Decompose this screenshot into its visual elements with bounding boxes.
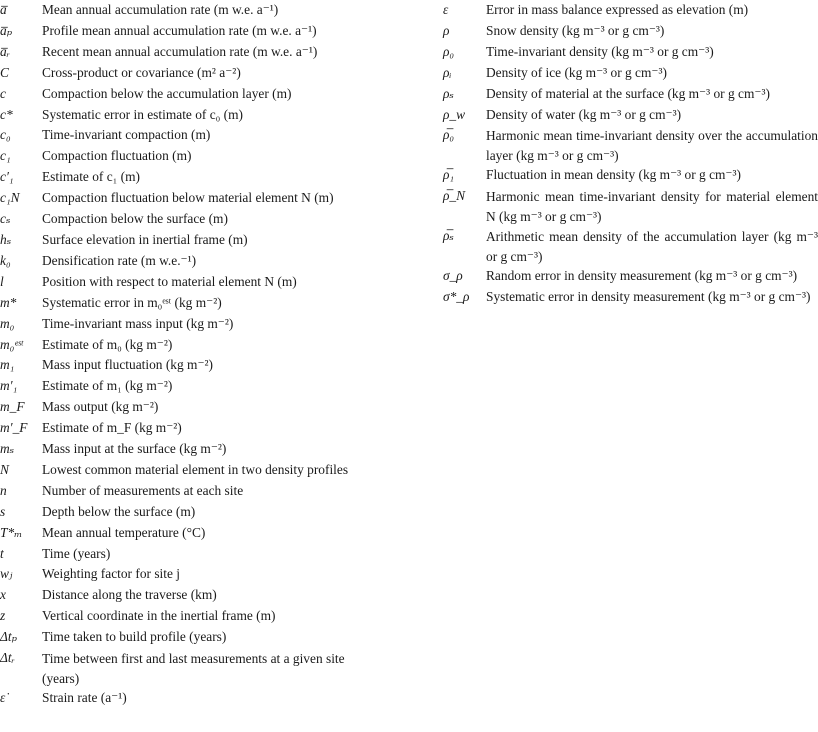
- notation-entry: [0, 105, 380, 126]
- notation-entry: [0, 84, 380, 105]
- notation-definition: Lowest common material element in two density profiles: [42, 461, 349, 477]
- notation-symbol: c₁N: [0, 190, 20, 206]
- notation-definition: Position with respect to material element N (m): [42, 273, 297, 289]
- notation-entry: [0, 648, 380, 688]
- notation-definition: Depth below the surface (m): [42, 503, 196, 519]
- notation-entry: [443, 186, 818, 226]
- notation-symbol: wⱼ: [0, 566, 13, 582]
- notation-entry: [0, 523, 380, 544]
- notation-entry: [0, 230, 380, 251]
- notation-symbol: Δtₚ: [0, 629, 17, 645]
- notation-symbol: cₛ: [0, 211, 11, 227]
- notation-entry: [443, 105, 818, 126]
- notation-symbol: ρᵢ: [443, 64, 452, 80]
- notation-definition: Vertical coordinate in the inertial frame (m): [42, 608, 276, 624]
- notation-entry: [0, 481, 380, 502]
- notation-definition: Systematic error in estimate of c₀ (m): [42, 106, 243, 122]
- notation-definition: Estimate of m_F (kg m⁻²): [42, 420, 182, 436]
- notation-definition: Arithmetic mean density of the accumulation layer (kg m⁻³ or g cm⁻³): [486, 229, 818, 264]
- notation-definition: Snow density (kg m⁻³ or g cm⁻³): [486, 22, 665, 38]
- notation-symbol: mₛ: [0, 441, 15, 457]
- notation-definition: Mass input at the surface (kg m⁻²): [42, 441, 227, 457]
- notation-symbol: m₀ᵉˢᵗ: [0, 336, 23, 352]
- notation-entry: [0, 21, 380, 42]
- notation-symbol: c*: [0, 106, 13, 122]
- notation-symbol: c₀: [0, 127, 11, 143]
- notation-entry: [0, 418, 380, 439]
- notation-definition: Mean annual accumulation rate (m w.e. a⁻¹): [42, 2, 279, 17]
- notation-entry: [443, 287, 818, 308]
- notation-entry: [0, 544, 380, 565]
- notation-entry: [0, 439, 380, 460]
- notation-symbol: m₀: [0, 315, 15, 331]
- notation-symbol: m_F: [0, 399, 25, 415]
- notation-definition: Mean annual temperature (°C): [42, 524, 206, 540]
- notation-definition: Recent mean annual accumulation rate (m w.e. a⁻¹): [42, 43, 318, 59]
- notation-symbol: m₁: [0, 357, 15, 373]
- notation-definition: Profile mean annual accumulation rate (m w.e. a⁻¹): [42, 22, 317, 38]
- notation-definition: Strain rate (a⁻¹): [42, 690, 127, 706]
- notation-symbol: m′₁: [0, 378, 18, 394]
- notation-symbol: σ_ρ: [443, 268, 463, 284]
- notation-definition: Error in mass balance expressed as elevation (m): [486, 2, 749, 17]
- notation-symbol: ρ₀: [443, 43, 455, 59]
- notation-entry: [443, 266, 818, 287]
- notation-definition: Time-invariant mass input (kg m⁻²): [42, 315, 234, 331]
- notation-entry: [0, 314, 380, 335]
- notation-entry: [443, 42, 818, 63]
- notation-symbol: σ*_ρ: [443, 289, 470, 305]
- notation-definition: Mass output (kg m⁻²): [42, 399, 159, 415]
- notation-entry: [443, 226, 818, 266]
- notation-definition: Time-invariant compaction (m): [42, 127, 211, 143]
- notation-entry: [0, 606, 380, 627]
- notation-symbol: C: [0, 64, 9, 80]
- notation-symbol: a̅: [0, 2, 7, 17]
- notation-entry: [0, 564, 380, 585]
- notation-entry: [0, 146, 380, 167]
- notation-entry: [0, 460, 380, 481]
- notation-definition: Densification rate (m w.e.⁻¹): [42, 252, 197, 268]
- notation-entry: [0, 63, 380, 84]
- notation-definition: Distance along the traverse (km): [42, 587, 217, 603]
- notation-definition: Time between first and last measurements at a given site (years): [42, 651, 345, 686]
- notation-definition: Density of ice (kg m⁻³ or g cm⁻³): [486, 64, 667, 80]
- notation-definition: Surface elevation in inertial frame (m): [42, 231, 248, 247]
- notation-symbol: c′₁: [0, 169, 14, 185]
- notation-definition: Harmonic mean time-invariant density over the accumulation layer (kg m⁻³ or g cm⁻³): [486, 128, 818, 163]
- notation-definition: Mass input fluctuation (kg m⁻²): [42, 357, 214, 373]
- notation-symbol: N: [0, 461, 9, 477]
- notation-symbol: m′_F: [0, 420, 28, 436]
- notation-symbol: s: [0, 503, 6, 519]
- notation-definition: Harmonic mean time-invariant density for material element N (kg m⁻³ or g cm⁻³): [486, 189, 818, 224]
- notation-entry: [0, 42, 380, 63]
- notation-definition: Estimate of m₀ (kg m⁻²): [42, 336, 173, 352]
- notation-entry: [0, 627, 380, 648]
- notation-symbol: Δtᵣ: [0, 650, 15, 666]
- notation-definition: Time taken to build profile (years): [42, 629, 227, 645]
- notation-definition: Estimate of c₁ (m): [42, 169, 140, 185]
- notation-symbol: ε: [443, 2, 449, 17]
- notation-definition: Cross-product or covariance (m² a⁻²): [42, 64, 241, 80]
- notation-definition: Compaction fluctuation (m): [42, 148, 192, 164]
- notation-entry: [0, 167, 380, 188]
- notation-entry: [0, 355, 380, 376]
- notation-entry: [0, 209, 380, 230]
- notation-definition: Weighting factor for site j: [42, 566, 180, 582]
- notation-entry: [443, 125, 818, 165]
- notation-symbol: ρ_w: [443, 106, 466, 122]
- notation-symbol: hₛ: [0, 231, 12, 247]
- notation-entry: [443, 0, 818, 21]
- notation-symbol: x: [0, 587, 6, 603]
- notation-definition: Compaction below the surface (m): [42, 211, 228, 227]
- notation-entry: [443, 165, 818, 186]
- notation-symbol: c: [0, 85, 6, 101]
- notation-definition: Random error in density measurement (kg m⁻³ or g cm⁻³): [486, 268, 798, 284]
- notation-entry: [0, 188, 380, 209]
- notation-entry: [0, 251, 380, 272]
- notation-symbol: ε̇: [0, 690, 6, 706]
- notation-entry: [0, 397, 380, 418]
- notation-symbol: ρ̅₀: [443, 127, 455, 143]
- notation-symbol: a̅ₚ: [0, 22, 13, 38]
- notation-entry: [0, 293, 380, 314]
- notation-symbol: n: [0, 482, 7, 498]
- notation-definition: Time (years): [42, 545, 111, 561]
- notation-entry: [0, 376, 380, 397]
- notation-definition: Systematic error in density measurement (kg m⁻³ or g cm⁻³): [486, 289, 811, 305]
- notation-list-right: [443, 0, 818, 308]
- notation-entry: [443, 21, 818, 42]
- notation-symbol: z: [0, 608, 6, 624]
- notation-symbol: ρ̅₁: [443, 167, 455, 183]
- notation-definition: Compaction below the accumulation layer (m): [42, 85, 292, 101]
- notation-definition: Number of measurements at each site: [42, 482, 244, 498]
- notation-symbol: m*: [0, 294, 17, 310]
- notation-definition: Fluctuation in mean density (kg m⁻³ or g cm⁻³): [486, 167, 741, 183]
- notation-definition: Estimate of m₁ (kg m⁻²): [42, 378, 173, 394]
- notation-symbol: ρ̅_N: [443, 188, 466, 204]
- notation-definition: Systematic error in m₀ᵉˢᵗ (kg m⁻²): [42, 294, 222, 310]
- notation-entry: [0, 688, 380, 709]
- notation-entry: [0, 502, 380, 523]
- notation-symbol: k₀: [0, 252, 11, 268]
- notation-entry: [0, 125, 380, 146]
- notation-definition: Compaction fluctuation below material element N (m): [42, 190, 334, 206]
- notation-entry: [0, 272, 380, 293]
- notation-symbol: a̅ᵣ: [0, 43, 10, 59]
- notation-list-left: [0, 0, 380, 709]
- notation-entry: [0, 335, 380, 356]
- notation-entry: [443, 63, 818, 84]
- notation-symbol: ρₛ: [443, 85, 454, 101]
- notation-entry: [443, 84, 818, 105]
- notation-symbol: l: [0, 273, 4, 289]
- notation-definition: Time-invariant density (kg m⁻³ or g cm⁻³): [486, 43, 714, 59]
- notation-symbol: c₁: [0, 148, 11, 164]
- notation-entry: [0, 0, 380, 21]
- notation-definition: Density of water (kg m⁻³ or g cm⁻³): [486, 106, 682, 122]
- notation-symbol: ρ: [443, 22, 450, 38]
- notation-symbol: T*ₘ: [0, 524, 23, 540]
- notation-symbol: t: [0, 545, 4, 561]
- notation-definition: Density of material at the surface (kg m⁻³ or g cm⁻³): [486, 85, 770, 101]
- notation-entry: [0, 585, 380, 606]
- notation-symbol: ρ̅ₛ: [443, 228, 454, 244]
